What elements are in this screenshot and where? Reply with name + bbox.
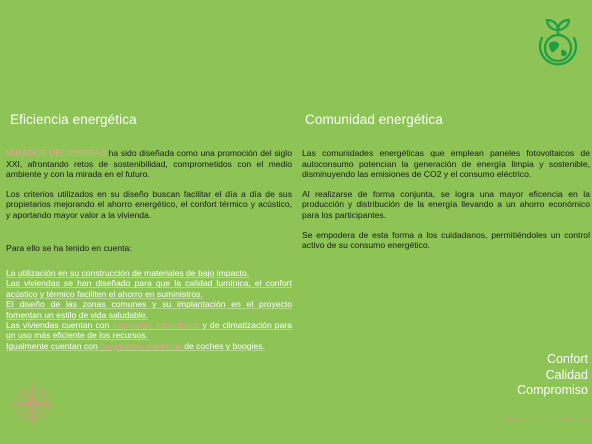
tagline-calidad: Calidad <box>545 367 588 382</box>
tagline-confort: Confort <box>547 352 588 366</box>
left-para-1: MIRADOR DEL PIEDRAS ha sido diseñada como una promoción del siglo XXI, afrontando retos de sostenibilidad, comprometidos con el medio ambiente y con la mirada en el futuro. <box>6 148 292 180</box>
footer-brand: MIRADOR DEL PIEDRA <box>502 415 590 424</box>
compass-rose-icon <box>4 376 60 432</box>
list-item: El diseño de las zonas comunes y su implantación en el proyecto fomentan un estilo de vida saludable. <box>6 299 292 320</box>
right-para-1: Las comunidades energéticas que emplean paneles fotovoltaicos de autoconsumo potencian la generación de energía limpia y sostenible, disminuyendo las emisiones de CO2 y el consumo eléctrico. <box>302 148 590 180</box>
list-item: Igualmente cuentan con cargadores eléctricos de coches y boogies. <box>6 340 265 351</box>
right-body <box>302 148 590 260</box>
list-item: Las viviendas cuentan con instalación fotovoltaica y de climatización para un uso más eficiente de los recursos. <box>6 320 292 341</box>
right-heading: Comunidad energética <box>305 112 443 127</box>
left-body <box>6 148 292 262</box>
left-para-3: Para ello se ha tenido en cuenta: <box>6 242 132 253</box>
eco-globe-icon <box>534 16 582 70</box>
brand-name: MIRADOR DEL PIEDRAS <box>6 148 106 158</box>
tagline-block <box>517 352 588 399</box>
tagline-compromiso: Compromiso <box>517 383 588 397</box>
feature-list <box>6 268 292 351</box>
list-item: Las viviendas se han diseñado para que la calidad lumínica, el confort acústico y térmico faciliten el ahorro en suministros. <box>6 278 292 299</box>
solar-installation-highlight: instalación fotovoltaica <box>112 320 200 331</box>
left-heading: Eficiencia energética <box>10 112 137 127</box>
ev-chargers-highlight: cargadores eléctricos <box>100 340 182 351</box>
left-para-2: Los criterios utilizados en su diseño buscan facilitar el día a día de sus propietarios mejorando el ahorro energético, el confort térmico y acústico, y aportando mayor valor a la vivienda. <box>6 188 292 220</box>
list-item: La utilización en su construcción de materiales de bajo impacto. <box>6 268 250 278</box>
right-para-2: Al realizarse de forma conjunta, se logra una mayor eficencia en la producción y distribución de la energía llevando a un ahorro económico para los participantes. <box>302 188 590 220</box>
right-para-3: Se empodera de esta forma a los cuidadanos, permitiéndoles un control activo de su consumo energético. <box>302 229 590 251</box>
